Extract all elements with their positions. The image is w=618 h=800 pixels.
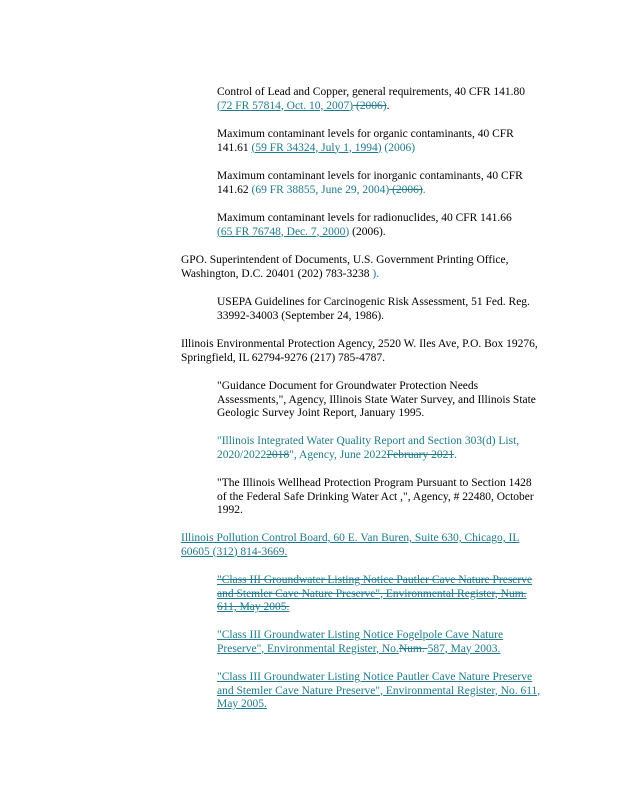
inserted-text: "Class III Groundwater Listing Notice Pautler Cave Nature Preserve and Stemler Cave Nature Preserve", Environmental Register, No. 611, May 2005.: [217, 671, 541, 710]
punctuation: .: [422, 183, 426, 196]
deleted-text: Num.: [398, 642, 428, 655]
inserted-citation: (72 FR 57814, Oct. 10, 2007): [217, 99, 354, 112]
reference-text: Illinois Environmental Protection Agency, 2520 W. Iles Ave, P.O. Box 19276, Springfield, IL 62794-9276 (217) 785-4787.: [181, 338, 538, 364]
reference-lead-copper: [217, 86, 542, 113]
reference-text: Maximum contaminant levels for radionuclides, 40 CFR 141.66: [217, 212, 512, 224]
deleted-text: "Class III Groundwater Listing Notice Pautler Cave Nature Preserve and Stemler Cave Nature Preserve", Environmental Register, Num. 611, May 2005.: [217, 574, 533, 613]
deleted-text: (2006): [353, 99, 387, 112]
inserted-citation: (59 FR 34324, July 1, 1994): [251, 141, 382, 154]
inserted-text: "Class III Groundwater Listing Notice Fogelpole Cave Nature Preserve", Environmental Register, No.: [217, 629, 504, 655]
reference-text: "Illinois Integrated Water Quality Report and Section 303(d) List, 2020/2022: [217, 435, 520, 461]
reference-guidance-document: [217, 380, 542, 421]
reference-text: USEPA Guidelines for Carcinogenic Risk Assessment, 51 Fed. Reg. 33992-34003 (September 24, 1986).: [217, 296, 530, 322]
reference-class3-pautler: [217, 671, 542, 712]
deleted-text: (2006): [389, 183, 423, 196]
reference-class3-deleted: [217, 574, 542, 615]
reference-class3-fogelpole: [217, 629, 542, 656]
punctuation: .: [454, 448, 457, 461]
reference-usepa-guidelines: [217, 296, 542, 323]
reference-radionuclides-mcl: [217, 212, 542, 239]
punctuation: ).: [372, 267, 380, 280]
year-text: (2006): [381, 141, 416, 154]
reference-text: Control of Lead and Copper, general requirements, 40 CFR 141.80: [217, 86, 526, 98]
reference-gpo: [181, 254, 541, 281]
reference-organic-mcl: [217, 128, 542, 155]
inserted-citation: (65 FR 76748, Dec. 7, 2000): [217, 225, 350, 238]
reference-text: ", Agency, June 2022: [289, 448, 387, 461]
reference-ipcb: [181, 532, 541, 559]
reference-inorganic-mcl: [217, 170, 542, 197]
inserted-text: Illinois Pollution Control Board, 60 E. Van Buren, Suite 630, Chicago, IL 60605 (312) 814-3669.: [181, 532, 520, 558]
inserted-citation: (69 FR 38855, June 29, 2004): [251, 183, 390, 196]
reference-wellhead-protection: [217, 477, 542, 518]
year-text: (2006): [349, 225, 383, 238]
reference-text: "The Illinois Wellhead Protection Program Pursuant to Section 1428 of the Federal Safe Drinking Water Act ,", Agency, # 22480, October 1992.: [217, 477, 534, 516]
reference-text: "Guidance Document for Groundwater Protection Needs Assessments,", Agency, Illinois State Water Survey, and Illinois State Geologic Survey Joint Report, January 1995.: [217, 380, 536, 419]
reference-text: GPO. Superintendent of Documents, U.S. Government Printing Office, Washington, D.C. 20401 (202) 783-3238: [181, 254, 509, 280]
inserted-text: 587, May 2003.: [427, 642, 501, 655]
reference-iepa: [181, 338, 541, 365]
punctuation: .: [382, 225, 386, 238]
reference-text: Maximum contaminant levels for organic contaminants, 40 CFR 141.61: [217, 128, 514, 154]
deleted-text: February 2021: [386, 448, 455, 461]
punctuation: .: [386, 99, 390, 112]
reference-text: Maximum contaminant levels for inorganic contaminants, 40 CFR 141.62: [217, 170, 523, 196]
reference-integrated-water-quality-report: [217, 435, 542, 462]
deleted-text: 2018: [266, 448, 290, 461]
